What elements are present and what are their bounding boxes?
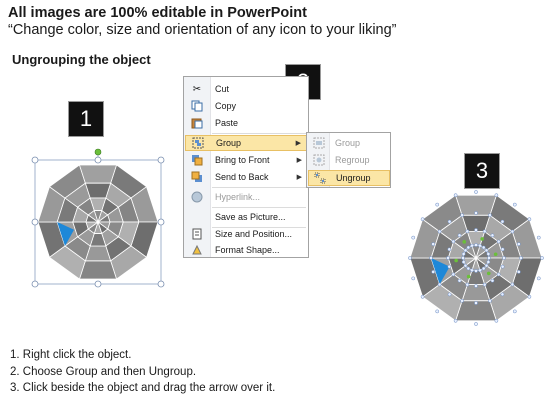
menu-item-label: Cut: [215, 84, 230, 94]
submenu-item-regroup[interactable]: [308, 152, 390, 168]
segment-handle[interactable]: [537, 277, 540, 280]
segment-handle[interactable]: [488, 299, 491, 302]
menu-item-copy[interactable]: [185, 98, 308, 114]
segment-handle[interactable]: [485, 264, 488, 267]
segment-handle[interactable]: [495, 319, 498, 322]
segment-handle[interactable]: [478, 244, 481, 247]
segment-handle[interactable]: [540, 256, 543, 259]
menu-separator: [212, 207, 306, 208]
rotation-handle[interactable]: [480, 237, 484, 241]
resize-handle[interactable]: [158, 219, 164, 225]
menu-item-label: Format Shape...: [215, 245, 280, 255]
ungroup-icon: [314, 172, 326, 184]
segment-handle[interactable]: [537, 236, 540, 239]
segment-handle[interactable]: [452, 273, 455, 276]
segment-handle[interactable]: [466, 230, 469, 233]
menu-separator: [212, 187, 306, 188]
segment-handle[interactable]: [466, 283, 469, 286]
segment-handle[interactable]: [467, 267, 470, 270]
menu-item-label: Copy: [215, 101, 237, 111]
menu-separator: [212, 133, 306, 134]
decagon-segment: [79, 261, 116, 279]
segment-handle[interactable]: [483, 230, 486, 233]
segment-handle[interactable]: [460, 214, 463, 217]
segment-handle[interactable]: [482, 246, 485, 249]
segment-handle[interactable]: [454, 194, 457, 197]
segment-handle[interactable]: [421, 295, 424, 298]
scissors-icon: ✂: [192, 83, 202, 95]
step-3-badge: 3: [464, 153, 500, 189]
group-icon: [191, 136, 205, 150]
segment-handle[interactable]: [511, 283, 514, 286]
menu-item-label: Bring to Front: [215, 155, 270, 165]
header-subtitle: “Change color, size and orientation of any icon to your liking”: [8, 22, 397, 38]
bring-to-front-icon: [190, 153, 204, 167]
segment-handle[interactable]: [412, 236, 415, 239]
segment-handle[interactable]: [432, 242, 435, 245]
instruction-step-2: 2. Choose Group and then Ungroup.: [10, 365, 197, 378]
segment-handle[interactable]: [438, 283, 441, 286]
segment-handle[interactable]: [467, 246, 470, 249]
segment-handle[interactable]: [462, 252, 465, 255]
segment-handle[interactable]: [470, 244, 473, 247]
segment-handle[interactable]: [497, 273, 500, 276]
group-icon: [313, 137, 325, 149]
segment-handle[interactable]: [412, 277, 415, 280]
segment-handle[interactable]: [461, 256, 464, 259]
instructions-list: [10, 347, 275, 397]
resize-handle[interactable]: [95, 281, 101, 287]
segment-handle[interactable]: [436, 203, 439, 206]
submenu-item-label: Group: [335, 138, 361, 148]
segment-handle[interactable]: [497, 240, 500, 243]
segment-handle[interactable]: [448, 265, 451, 268]
rotation-handle[interactable]: [454, 259, 458, 263]
resize-handle[interactable]: [32, 281, 38, 287]
instruction-step-3: 3. Click beside the object and drag the arrow over it.: [10, 382, 276, 394]
segment-handle[interactable]: [491, 279, 494, 282]
format-shape-icon: [190, 243, 204, 257]
menu-item-hyperlink[interactable]: [185, 189, 308, 205]
segment-handle[interactable]: [474, 301, 477, 304]
segment-handle[interactable]: [458, 279, 461, 282]
segment-handle[interactable]: [464, 264, 467, 267]
menu-item-label: Size and Position...: [215, 229, 293, 239]
segment-handle[interactable]: [429, 256, 432, 259]
rotation-handle[interactable]: [467, 275, 471, 279]
segment-handle[interactable]: [474, 243, 477, 246]
segment-handle[interactable]: [438, 230, 441, 233]
segment-handle[interactable]: [488, 214, 491, 217]
segment-handle[interactable]: [462, 260, 465, 263]
resize-handle[interactable]: [32, 157, 38, 163]
segment-handle[interactable]: [470, 269, 473, 272]
segment-handle[interactable]: [517, 270, 520, 273]
segment-handle[interactable]: [501, 265, 504, 268]
segment-handle[interactable]: [502, 256, 505, 259]
menu-item-label: Hyperlink...: [215, 192, 261, 202]
resize-handle[interactable]: [158, 281, 164, 287]
menu-item-size-and-position[interactable]: [185, 226, 308, 242]
segment-handle[interactable]: [464, 249, 467, 252]
menu-item-label: Save as Picture...: [215, 212, 286, 222]
segment-handle[interactable]: [448, 220, 451, 223]
header-title: All images are 100% editable in PowerPoint: [8, 5, 307, 21]
rotation-handle[interactable]: [462, 240, 466, 244]
context-menu: [183, 76, 309, 258]
submenu-arrow-icon: ▶: [296, 174, 302, 181]
menu-item-send-to-back[interactable]: [185, 169, 308, 185]
send-to-back-icon: [190, 170, 204, 184]
segment-handle[interactable]: [448, 248, 451, 251]
segment-handle[interactable]: [474, 190, 477, 193]
segment-handle[interactable]: [511, 230, 514, 233]
segment-handle[interactable]: [519, 256, 522, 259]
menu-item-paste[interactable]: [185, 115, 308, 131]
segment-handle[interactable]: [408, 256, 411, 259]
segment-handle[interactable]: [517, 242, 520, 245]
ungrouped-decagon-shape[interactable]: [404, 186, 548, 330]
menu-item-label: Group: [216, 138, 242, 148]
segment-handle[interactable]: [474, 284, 477, 287]
resize-handle[interactable]: [32, 219, 38, 225]
menu-item-save-as-picture[interactable]: [185, 209, 308, 225]
group-submenu: [306, 132, 391, 188]
section-title: Ungrouping the object: [12, 52, 151, 67]
segment-handle[interactable]: [491, 234, 494, 237]
segment-handle[interactable]: [485, 249, 488, 252]
submenu-arrow-icon: ▶: [296, 157, 302, 164]
copy-icon: [190, 99, 204, 113]
rotation-handle[interactable]: [95, 149, 101, 155]
segment-handle[interactable]: [501, 220, 504, 223]
segment-handle[interactable]: [474, 322, 477, 325]
menu-item-group[interactable]: [185, 135, 308, 151]
segment-handle[interactable]: [483, 283, 486, 286]
segment-handle[interactable]: [448, 293, 451, 296]
rotation-handle[interactable]: [494, 252, 498, 256]
segment-handle[interactable]: [501, 248, 504, 251]
segment-handle[interactable]: [528, 218, 531, 221]
segment-handle[interactable]: [513, 310, 516, 313]
segment-handle[interactable]: [432, 270, 435, 273]
submenu-item-ungroup[interactable]: [308, 170, 390, 186]
resize-handle[interactable]: [95, 157, 101, 163]
paste-icon: [190, 116, 204, 130]
hyperlink-icon: [190, 190, 204, 204]
resize-handle[interactable]: [158, 157, 164, 163]
segment-handle[interactable]: [460, 299, 463, 302]
menu-item-bring-to-front[interactable]: [185, 152, 308, 168]
segment-handle[interactable]: [446, 256, 449, 259]
segment-handle[interactable]: [474, 211, 477, 214]
decagon-segment: [79, 165, 116, 183]
segment-handle[interactable]: [501, 293, 504, 296]
segment-handle[interactable]: [487, 252, 490, 255]
segment-handle[interactable]: [474, 269, 477, 272]
segment-handle[interactable]: [474, 228, 477, 231]
segment-handle[interactable]: [458, 234, 461, 237]
submenu-item-label: Ungroup: [336, 173, 371, 183]
instruction-step-1: 1. Right click the object.: [10, 349, 132, 361]
submenu-item-group[interactable]: [308, 135, 390, 151]
rotation-handle[interactable]: [487, 272, 491, 276]
step-1-badge: 1: [68, 101, 104, 137]
segment-handle[interactable]: [495, 194, 498, 197]
segment-handle[interactable]: [528, 295, 531, 298]
decagon-segment: [85, 183, 110, 198]
menu-item-cut[interactable]: [185, 81, 308, 97]
submenu-item-label: Regroup: [335, 155, 370, 165]
segment-handle[interactable]: [513, 203, 516, 206]
size-position-icon: [190, 227, 204, 241]
segment-handle[interactable]: [454, 319, 457, 322]
segment-handle[interactable]: [487, 256, 490, 259]
segment-handle[interactable]: [452, 240, 455, 243]
menu-item-format-shape[interactable]: [185, 242, 308, 258]
menu-item-label: Send to Back: [215, 172, 269, 182]
segment-handle[interactable]: [436, 310, 439, 313]
grouped-decagon-shape[interactable]: [28, 148, 168, 288]
segment-handle[interactable]: [421, 218, 424, 221]
segment-handle[interactable]: [487, 260, 490, 263]
menu-item-label: Paste: [215, 118, 239, 128]
segment-handle[interactable]: [482, 267, 485, 270]
segment-handle[interactable]: [478, 269, 481, 272]
submenu-arrow-icon: ▶: [295, 140, 301, 147]
regroup-icon: [313, 154, 325, 166]
